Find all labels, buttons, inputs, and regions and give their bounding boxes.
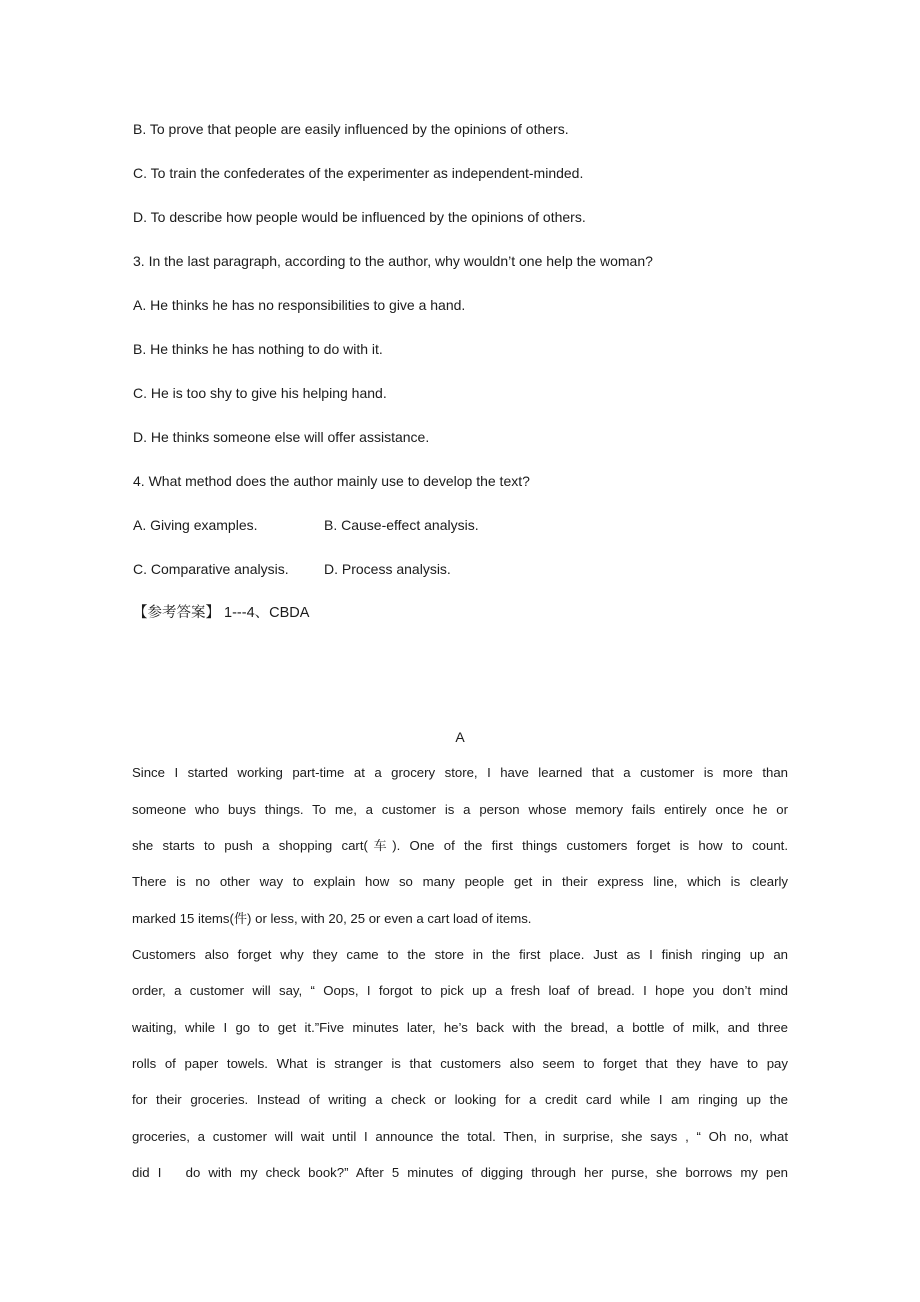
question-line [133, 459, 813, 503]
question-line [133, 195, 813, 239]
question-text: B. He thinks he has nothing to do with it. [133, 341, 383, 357]
question-lines [133, 107, 813, 591]
passage-section-label: A [455, 729, 465, 745]
question-line [133, 239, 813, 283]
question-text: C. To train the confederates of the experimenter as independent-minded. [133, 165, 584, 181]
passage-line: There is no other way to explain how so many people get in their express line, which is clearly [132, 874, 788, 890]
question-line [133, 371, 813, 415]
passage-line: marked 15 items(件) or less, with 20, 25 or even a cart load of items. [132, 910, 532, 926]
passage-paragraphs [132, 755, 788, 1191]
passage-line: groceries, a customer will wait until I announce the total. Then, in surprise, she says , “ Oh no, what [132, 1128, 788, 1144]
passage-line: someone who buys things. To me, a customer is a person whose memory fails entirely once he or [132, 801, 788, 817]
questions-section [133, 107, 813, 635]
passage-line: Customers also forget why they came to the store in the first place. Just as I finish ringing up an [132, 946, 788, 962]
question-text: 4. What method does the author mainly use to develop the text? [133, 473, 530, 489]
passage-line: waiting, while I go to get it.”Five minutes later, he’s back with the bread, a bottle of milk, and three [132, 1019, 788, 1035]
passage-line: did I do with my check book?” After 5 minutes of digging through her purse, she borrows my pen [132, 1164, 788, 1180]
question-text: D. Process analysis. [324, 561, 451, 577]
question-line [133, 415, 813, 459]
passage-line: rolls of paper towels. What is stranger is that customers also seem to forget that they have to pay [132, 1055, 788, 1071]
question-line [133, 151, 813, 195]
question-line [133, 283, 813, 327]
question-text: A. He thinks he has no responsibilities to give a hand. [133, 297, 466, 313]
question-text: D. To describe how people would be influenced by the opinions of others. [133, 209, 586, 225]
question-text: A. Giving examples. [133, 517, 258, 533]
passage-section [132, 719, 788, 1191]
question-text: B. To prove that people are easily influenced by the opinions of others. [133, 121, 569, 137]
question-text: D. He thinks someone else will offer assistance. [133, 429, 430, 445]
question-text: C. Comparative analysis. [133, 561, 289, 577]
question-text: B. Cause-effect analysis. [324, 517, 479, 533]
question-line [133, 327, 813, 371]
question-line [133, 503, 813, 547]
passage-line: order, a customer will say, “ Oops, I forgot to pick up a fresh loaf of bread. I hope you don’t mind [132, 983, 788, 999]
question-text: 3. In the last paragraph, according to the author, why wouldn’t one help the woman? [133, 253, 653, 269]
question-line [133, 107, 813, 151]
passage-line: Since I started working part-time at a grocery store, I have learned that a customer is more than [132, 765, 788, 781]
passage-line: for their groceries. Instead of writing a check or looking for a credit card while I am ringing up the [132, 1092, 788, 1108]
question-text: C. He is too shy to give his helping hand. [133, 385, 387, 401]
answer-key: 【参考答案】 1---4、CBDA [133, 605, 310, 621]
question-line [133, 547, 813, 591]
passage-line: she starts to push a shopping cart(车). One of the first things customers forget is how to count. [132, 837, 788, 853]
